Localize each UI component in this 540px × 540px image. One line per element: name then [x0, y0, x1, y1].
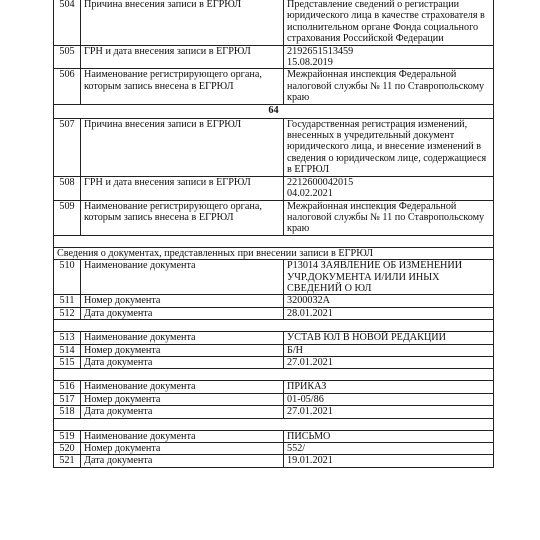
table-row: [54, 344, 494, 356]
spacer-row: [54, 369, 494, 381]
table-row: [54, 69, 494, 104]
table-row: [54, 443, 494, 455]
field-value: Представление сведений о регистрации юридического лица в качестве страхователя в исполнительном органе Фонда социального страхования Российской Федерации: [284, 0, 494, 45]
table-row: [54, 356, 494, 368]
field-label: Наименование документа: [81, 260, 284, 295]
field-label: ГРН и дата внесения записи в ЕГРЮЛ: [81, 45, 284, 69]
row-number: 513: [54, 332, 81, 344]
section-header-row: [54, 247, 494, 259]
row-number: 517: [54, 393, 81, 405]
section-header: Сведения о документах, представленных при внесении записи в ЕГРЮЛ: [54, 247, 494, 259]
table-row: [54, 455, 494, 467]
table-row: [54, 295, 494, 307]
table-row: [54, 332, 494, 344]
row-number: 505: [54, 45, 81, 69]
spacer-cell: [54, 418, 494, 430]
table-row: [54, 381, 494, 393]
spacer-row: [54, 320, 494, 332]
spacer-cell: [54, 320, 494, 332]
field-label: ГРН и дата внесения записи в ЕГРЮЛ: [81, 176, 284, 200]
row-number: 518: [54, 406, 81, 418]
spacer-row: [54, 235, 494, 247]
field-label: Номер документа: [81, 393, 284, 405]
field-label: Наименование документа: [81, 381, 284, 393]
field-label: Дата документа: [81, 307, 284, 319]
field-label: Наименование документа: [81, 332, 284, 344]
field-value: 27.01.2021: [284, 406, 494, 418]
field-label: Номер документа: [81, 443, 284, 455]
row-number: 515: [54, 356, 81, 368]
field-value: 01-05/86: [284, 393, 494, 405]
table-row: [54, 118, 494, 176]
field-value: Р13014 ЗАЯВЛЕНИЕ ОБ ИЗМЕНЕНИИ УЧР.ДОКУМЕНТА И/ИЛИ ИНЫХ СВЕДЕНИЙ О ЮЛ: [284, 260, 494, 295]
field-value: УСТАВ ЮЛ В НОВОЙ РЕДАКЦИИ: [284, 332, 494, 344]
row-number: 514: [54, 344, 81, 356]
row-number: 506: [54, 69, 81, 104]
spacer-row: [54, 418, 494, 430]
row-number: 504: [54, 0, 81, 45]
field-value: 28.01.2021: [284, 307, 494, 319]
field-label: Дата документа: [81, 356, 284, 368]
field-label: Наименование регистрирующего органа, которым запись внесена в ЕГРЮЛ: [81, 69, 284, 104]
row-number: 511: [54, 295, 81, 307]
field-value: 27.01.2021: [284, 356, 494, 368]
field-value: 19.01.2021: [284, 455, 494, 467]
field-label: Причина внесения записи в ЕГРЮЛ: [81, 118, 284, 176]
field-value: 3200032А: [284, 295, 494, 307]
spacer-cell: [54, 369, 494, 381]
page-number-row: [54, 104, 494, 118]
row-number: 520: [54, 443, 81, 455]
row-number: 510: [54, 260, 81, 295]
field-value: Межрайонная инспекция Федеральной налоговой службы № 11 по Ставропольскому краю: [284, 200, 494, 235]
table-row: [54, 260, 494, 295]
table-row: [54, 0, 494, 45]
table-row: [54, 307, 494, 319]
field-label: Наименование документа: [81, 430, 284, 442]
field-value: Государственная регистрация изменений, внесенных в учредительный документ юридического лица, и внесение изменений в сведения о юридическом лице, содержащиеся в ЕГРЮЛ: [284, 118, 494, 176]
table-row: [54, 406, 494, 418]
egrul-records-table: [53, 0, 494, 468]
row-number: 512: [54, 307, 81, 319]
field-label: Наименование регистрирующего органа, которым запись внесена в ЕГРЮЛ: [81, 200, 284, 235]
page-number: 64: [54, 104, 494, 118]
row-number: 521: [54, 455, 81, 467]
table-row: [54, 430, 494, 442]
table-row: [54, 393, 494, 405]
field-value: ПИСЬМО: [284, 430, 494, 442]
row-number: 508: [54, 176, 81, 200]
table-row: [54, 45, 494, 69]
field-value: 2192651513459 15.08.2019: [284, 45, 494, 69]
field-label: Номер документа: [81, 295, 284, 307]
row-number: 507: [54, 118, 81, 176]
field-value: 2212600042015 04.02.2021: [284, 176, 494, 200]
field-label: Дата документа: [81, 406, 284, 418]
extract-page: [53, 0, 493, 468]
spacer-cell: [54, 235, 494, 247]
table-row: [54, 200, 494, 235]
field-value: 552/: [284, 443, 494, 455]
field-label: Причина внесения записи в ЕГРЮЛ: [81, 0, 284, 45]
table-row: [54, 176, 494, 200]
field-value: Межрайонная инспекция Федеральной налоговой службы № 11 по Ставропольскому краю: [284, 69, 494, 104]
field-value: Б/Н: [284, 344, 494, 356]
field-label: Дата документа: [81, 455, 284, 467]
row-number: 509: [54, 200, 81, 235]
row-number: 519: [54, 430, 81, 442]
field-value: ПРИКАЗ: [284, 381, 494, 393]
row-number: 516: [54, 381, 81, 393]
field-label: Номер документа: [81, 344, 284, 356]
